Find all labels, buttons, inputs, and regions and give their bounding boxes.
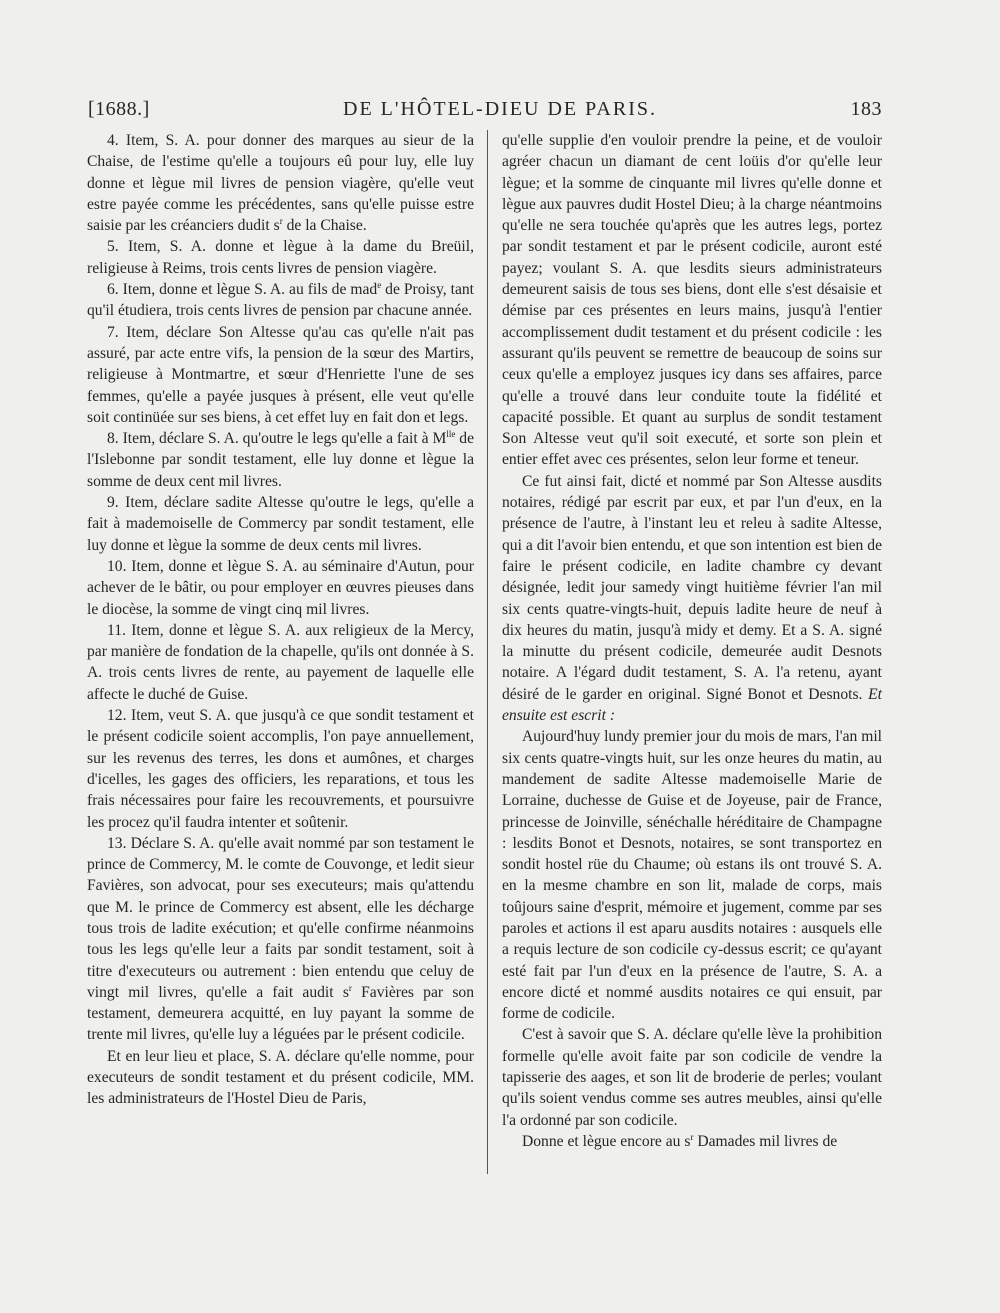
paragraph-text: 9. Item, déclare sadite Altesse qu'outre le legs, qu'elle a fait à mademoiselle de Commercy par sondit testament, elle luy donne et lègue la somme de deux cents mil livres.	[87, 494, 474, 554]
paragraph	[87, 620, 474, 705]
superscript: r	[348, 982, 352, 993]
paragraph	[502, 1024, 882, 1130]
paragraph	[87, 1046, 474, 1110]
header-year: [1688.]	[88, 98, 150, 120]
paragraph-text: Aujourd'huy lundy premier jour du mois de mars, l'an mil six cents quatre-vingts huit, sur les onze heures du matin, au mandement de sadite Altesse mademoiselle Marie de Lorraine, duchesse de Guise et de Joyeuse, pair de France, princesse de Joinville, sénéchalle héréditaire de Champagne : lesdits Bonot et Desnots, notaires, se sont transportez en sondit hostel rüe du Chaume; où estans ils ont trouvé S. A. en la mesme chambre en son lit, malade de corps, mais toûjours saine d'esprit, mémoire et jugement, comme par ses paroles et actions il est aparu ausdits notaires : ausquels elle a requis lecture de son codicile cy-dessus escrit; ce qu'ayant esté fait par l'un d'eux en la présence de l'autre, S. A. a encore dicté et nommé ausdits notaires ce qui ensuit, par forme de codicile.	[502, 728, 882, 1023]
column-divider	[487, 130, 488, 1174]
paragraph-text: 12. Item, veut S. A. que jusqu'à ce que sondit testament et le présent codicile soient accomplis, l'on paye annuellement, sur les revenus des terres, les dons et aumônes, et charges d'icelles, les gages des officiers, les reparations, et tous les frais nécessaires pour faire les recouvrements, et poursuivre les procez qu'il faudra intenter et soûtenir.	[87, 707, 474, 831]
paragraph	[502, 130, 882, 471]
superscript: lle	[446, 428, 456, 439]
paragraph	[87, 705, 474, 833]
paragraph-text-tail: de la Chaise.	[282, 217, 367, 235]
paragraph	[87, 130, 474, 236]
paragraph	[87, 279, 474, 322]
paragraph-text: 13. Déclare S. A. qu'elle avait nommé par son testament le prince de Commercy, M. le comte de Couvonge, et ledit sieur Favières, son advocat, pour ses executeurs; mais qu'attendu que M. le prince de Commercy est absent, elle les décharge tous trois de ladite exécution; et qu'elle confirme néanmoins tous les legs qu'elle leur a faits par sondit testament, soit à titre d'executeurs ou autrement : bien entendu que celuy de vingt mil livres, qu'elle a fait audit s	[87, 834, 474, 1001]
paragraph	[502, 1131, 882, 1152]
paragraph-text: Et en leur lieu et place, S. A. déclare qu'elle nomme, pour executeurs de sondit testament et du présent codicile, MM. les administrateurs de l'Hostel Dieu de Paris,	[87, 1047, 474, 1108]
paragraph-text: 8. Item, déclare S. A. qu'outre le legs qu'elle a fait à M	[107, 430, 447, 448]
paragraph	[87, 556, 474, 620]
paragraph-text: 11. Item, donne et lègue S. A. aux religieux de la Mercy, par manière de fondation de la chapelle, qu'ils ont donnée à S. A. trois cents livres de rente, au payement de laquelle elle affecte le duché de Guise.	[87, 621, 474, 703]
superscript: r	[690, 1131, 694, 1142]
paragraph-text: 10. Item, donne et lègue S. A. au séminaire d'Autun, pour achever de le bâtir, ou pour employer en œuvres pieuses dans le diocèse, la somme de vingt cinq mil livres.	[87, 557, 474, 618]
paragraph-text: 7. Item, déclare Son Altesse qu'au cas qu'elle n'ait pas assuré, par acte entre vifs, la pension de la sœur des Martirs, religieuse à Montmartre, et sœur d'Henriette l'une de ses femmes, qu'elle a payée jusques à présent, elle veut qu'elle soit continüée sur ses biens, à cet effet luy en fait don et legs.	[87, 323, 474, 426]
paragraph	[502, 726, 882, 1024]
paragraph-text: Donne et lègue encore au s	[522, 1132, 691, 1150]
paragraph-text-tail: Favières par son testament, demeurera acquitté, en luy payant la somme de trente mil livres, qu'elle luy a léguées par le présent codicile.	[87, 983, 474, 1044]
paragraph	[87, 428, 474, 492]
paragraph-text: C'est à savoir que S. A. déclare qu'elle lève la prohibition formelle qu'elle avoit faite par son codicile de vendre la tapisserie des aages, et son lit de broderie de perles; voulant qu'ils soient vendus comme ses autres meubles, ainsi qu'elle l'a ordonné par son codicile.	[502, 1026, 882, 1129]
paragraph-text: 5. Item, S. A. donne et lègue à la dame du Breüil, religieuse à Reims, trois cents livres de pension viagère.	[87, 238, 474, 277]
running-title: DE L'HÔTEL-DIEU DE PARIS.	[343, 98, 657, 120]
paragraph-text: Ce fut ainsi fait, dicté et nommé par Son Altesse ausdits notaires, rédigé par escrit par eux, et par l'un d'eux, en la présence de l'autre, à l'instant leu et releu à sadite Altesse, qui a dit l'avoir bien entendu, et que son intention est bien de faire le présent codicile, en ladite chambre cy devant désignée, ledit jour samedy vingt huitième février l'an mil six cents quatre-vingts-huit, depuis ladite heure de neuf à dix heures du matin, jusqu'à midy et demy. Et a S. A. signé la minutte du présent codicile, demeurée audit Desnots notaire. A l'égard dudit testament, S. A. l'a retenu, ayant désiré de le garder en original. Signé Bonot et Desnots.	[502, 472, 882, 703]
paragraph-text-tail: de Proisy, tant qu'il étudiera, trois cents livres de pension par chacune année.	[87, 281, 474, 320]
left-column	[87, 130, 474, 1110]
superscript: e	[377, 279, 382, 290]
paragraph-text-tail: de l'Islebonne par sondit testament, elle luy donne et lègue la somme de deux cent mil livres.	[87, 430, 475, 490]
italic-note: Et ensuite est escrit :	[502, 685, 882, 725]
paragraph-text: 6. Item, donne et lègue S. A. au fils de mad	[107, 281, 378, 299]
paragraph	[87, 236, 474, 279]
superscript: r	[279, 216, 283, 226]
page-number: 183	[850, 98, 882, 120]
right-column	[502, 130, 882, 1152]
paragraph-text: qu'elle supplie d'en vouloir prendre la peine, et de vouloir agréer chacun un diamant de cent loüis d'or qu'elle leur lègue; et la somme de cinquante mil livres qu'elle donne et lègue aux pauvres dudit Hostel Dieu; à la charge néantmoins qu'elle ne sera touchée qu'après que les autres legs, portez par sondit testament et par le présent codicile, auront esté payez; voulant S. A. que lesdits sieurs administrateurs demeurent saisis de tous ses biens, dont elle s'est désaisie et démise par ces présentes en leurs mains, jusqu'à l'entier accomplissement dudit testament et du présent codicile : les assurant qu'ils peuvent se remettre de beaucoup de soins sur ceux qu'elle a employez jusques icy dans ses affaires, parce qu'elle a trouvé dans leur conduite toute la fidélité et capacité possible. Et quant au surplus de sondit testament Son Altesse veut qu'il soit executé, et sorte son plein et entier effet avec ces présentes, selon leur forme et teneur.	[502, 132, 882, 469]
paragraph	[87, 833, 474, 1046]
paragraph	[87, 322, 474, 428]
paragraph-text-tail: Damades mil livres de	[693, 1132, 838, 1150]
paragraph-text: 4. Item, S. A. pour donner des marques au sieur de la Chaise, de l'estime qu'elle a toujours eû pour luy, elle luy donne et lègue mil livres de pension viagère, qu'elle veut estre payée comme les précédentes, sans qu'elle puisse estre saisie par les créanciers dudit s	[87, 132, 474, 235]
paragraph	[502, 471, 882, 727]
paragraph	[87, 492, 474, 556]
